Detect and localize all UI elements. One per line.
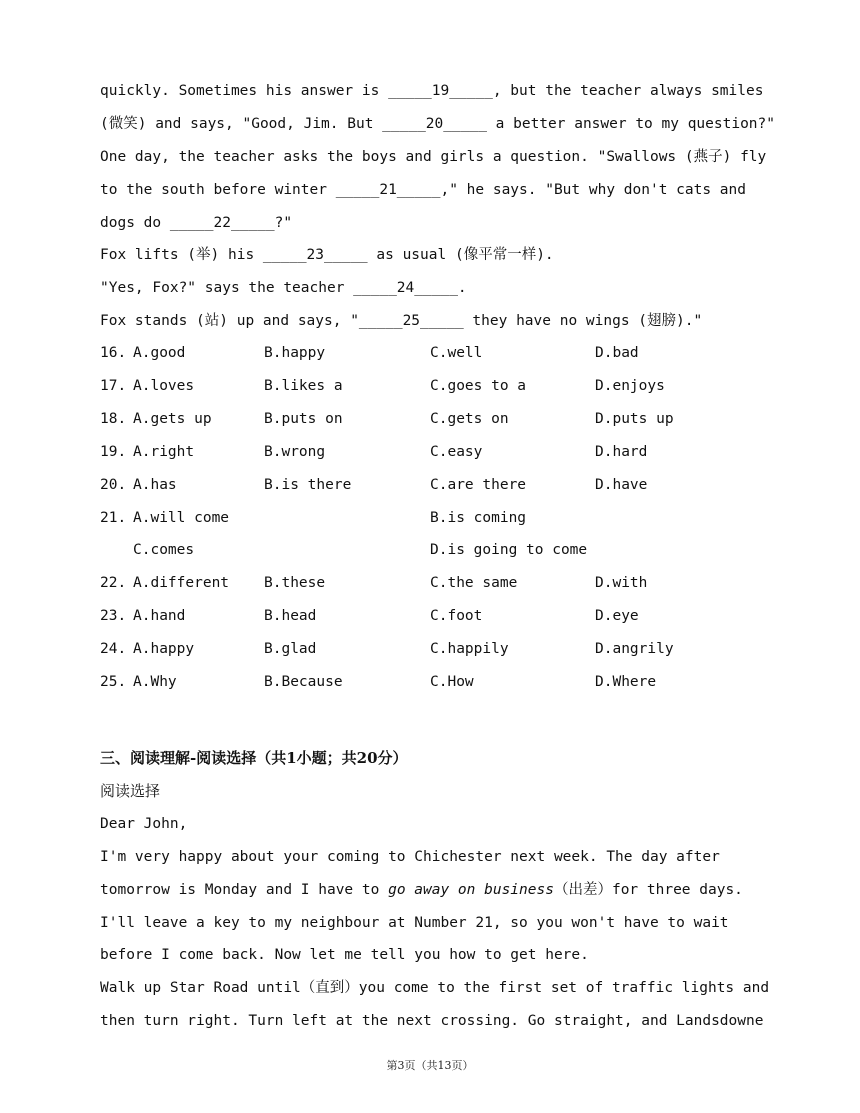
- option-b: B.happy: [264, 345, 326, 361]
- option-d: D.angrily: [595, 641, 674, 657]
- letter-line: before I come back. Now let me tell you how to get here.: [100, 947, 589, 963]
- option-c: C.are there: [430, 477, 527, 493]
- option-a: A.has: [133, 477, 177, 493]
- letter-line: [100, 880, 743, 900]
- page-footer: 第3页（共13页）: [386, 1059, 474, 1072]
- passage-line: quickly. Sometimes his answer is _____19_____, but the teacher always smiles: [100, 83, 764, 99]
- option-d: D.is going to come: [430, 542, 588, 558]
- question-number: 23.: [100, 608, 127, 624]
- option-a: A.will come: [133, 510, 230, 526]
- section-heading: 三、阅读理解-阅读选择（共1小题；共20分）: [100, 749, 408, 767]
- option-c: C.How: [430, 674, 474, 690]
- option-d: D.eye: [595, 608, 639, 624]
- option-c: C.happily: [430, 641, 509, 657]
- option-d: D.bad: [595, 345, 639, 361]
- option-c: C.gets on: [430, 411, 509, 427]
- option-b: B.Because: [264, 674, 343, 690]
- question-number: 25.: [100, 674, 127, 690]
- passage-line: "Yes, Fox?" says the teacher _____24_____.: [100, 280, 467, 296]
- option-a: A.Why: [133, 674, 177, 690]
- question-number: 21.: [100, 510, 127, 526]
- option-b: B.glad: [264, 641, 317, 657]
- letter-line: I'm very happy about your coming to Chichester next week. The day after: [100, 849, 720, 865]
- passage-line: Fox lifts (举) his _____23_____ as usual (像平常一样).: [100, 247, 554, 263]
- option-a: A.different: [133, 575, 230, 591]
- option-d: D.hard: [595, 444, 648, 460]
- passage-line: (微笑) and says, "Good, Jim. But _____20_____ a better answer to my question?": [100, 116, 776, 132]
- question-number: 20.: [100, 477, 127, 493]
- option-a: A.right: [133, 444, 195, 460]
- option-c: C.well: [430, 345, 483, 361]
- question-number: 16.: [100, 345, 127, 361]
- option-a: A.loves: [133, 378, 195, 394]
- option-c: C.easy: [430, 444, 483, 460]
- question-number: 18.: [100, 411, 127, 427]
- passage-line: One day, the teacher asks the boys and girls a question. "Swallows (燕子) fly: [100, 149, 767, 165]
- option-a: A.gets up: [133, 411, 212, 427]
- option-c: C.the same: [430, 575, 518, 591]
- letter-greeting: Dear John,: [100, 816, 188, 832]
- section-subtitle: 阅读选择: [100, 782, 161, 800]
- letter-line: then turn right. Turn left at the next crossing. Go straight, and Landsdowne: [100, 1013, 764, 1029]
- option-b: B.puts on: [264, 411, 343, 427]
- question-number: 22.: [100, 575, 127, 591]
- option-b: B.is there: [264, 477, 352, 493]
- passage-line: Fox stands (站) up and says, "_____25_____ they have no wings (翅膀).": [100, 313, 703, 329]
- question-number: 19.: [100, 444, 127, 460]
- option-b: B.likes a: [264, 378, 343, 394]
- option-b: B.wrong: [264, 444, 326, 460]
- option-d: D.puts up: [595, 411, 674, 427]
- option-c: C.foot: [430, 608, 483, 624]
- option-d: D.have: [595, 477, 648, 493]
- option-c: C.comes: [133, 542, 195, 558]
- option-b: B.head: [264, 608, 317, 624]
- option-d: D.enjoys: [595, 378, 665, 394]
- question-number: 24.: [100, 641, 127, 657]
- option-a: A.happy: [133, 641, 195, 657]
- passage-line: dogs do _____22_____?": [100, 215, 293, 231]
- question-number: 17.: [100, 378, 127, 394]
- option-a: A.hand: [133, 608, 186, 624]
- letter-italic-phrase: go away on business: [388, 882, 554, 898]
- passage-line: to the south before winter _____21_____," he says. "But why don't cats and: [100, 182, 747, 198]
- option-c: C.goes to a: [430, 378, 527, 394]
- letter-text: tomorrow is Monday and I have to: [100, 882, 389, 898]
- option-d: D.with: [595, 575, 648, 591]
- letter-text: （出差）for three days.: [553, 882, 743, 898]
- letter-line: I'll leave a key to my neighbour at Number 21, so you won't have to wait: [100, 915, 729, 931]
- option-b: B.these: [264, 575, 326, 591]
- letter-line: Walk up Star Road until（直到）you come to the first set of traffic lights and: [100, 980, 770, 996]
- option-a: A.good: [133, 345, 186, 361]
- option-d: D.Where: [595, 674, 657, 690]
- option-b: B.is coming: [430, 510, 527, 526]
